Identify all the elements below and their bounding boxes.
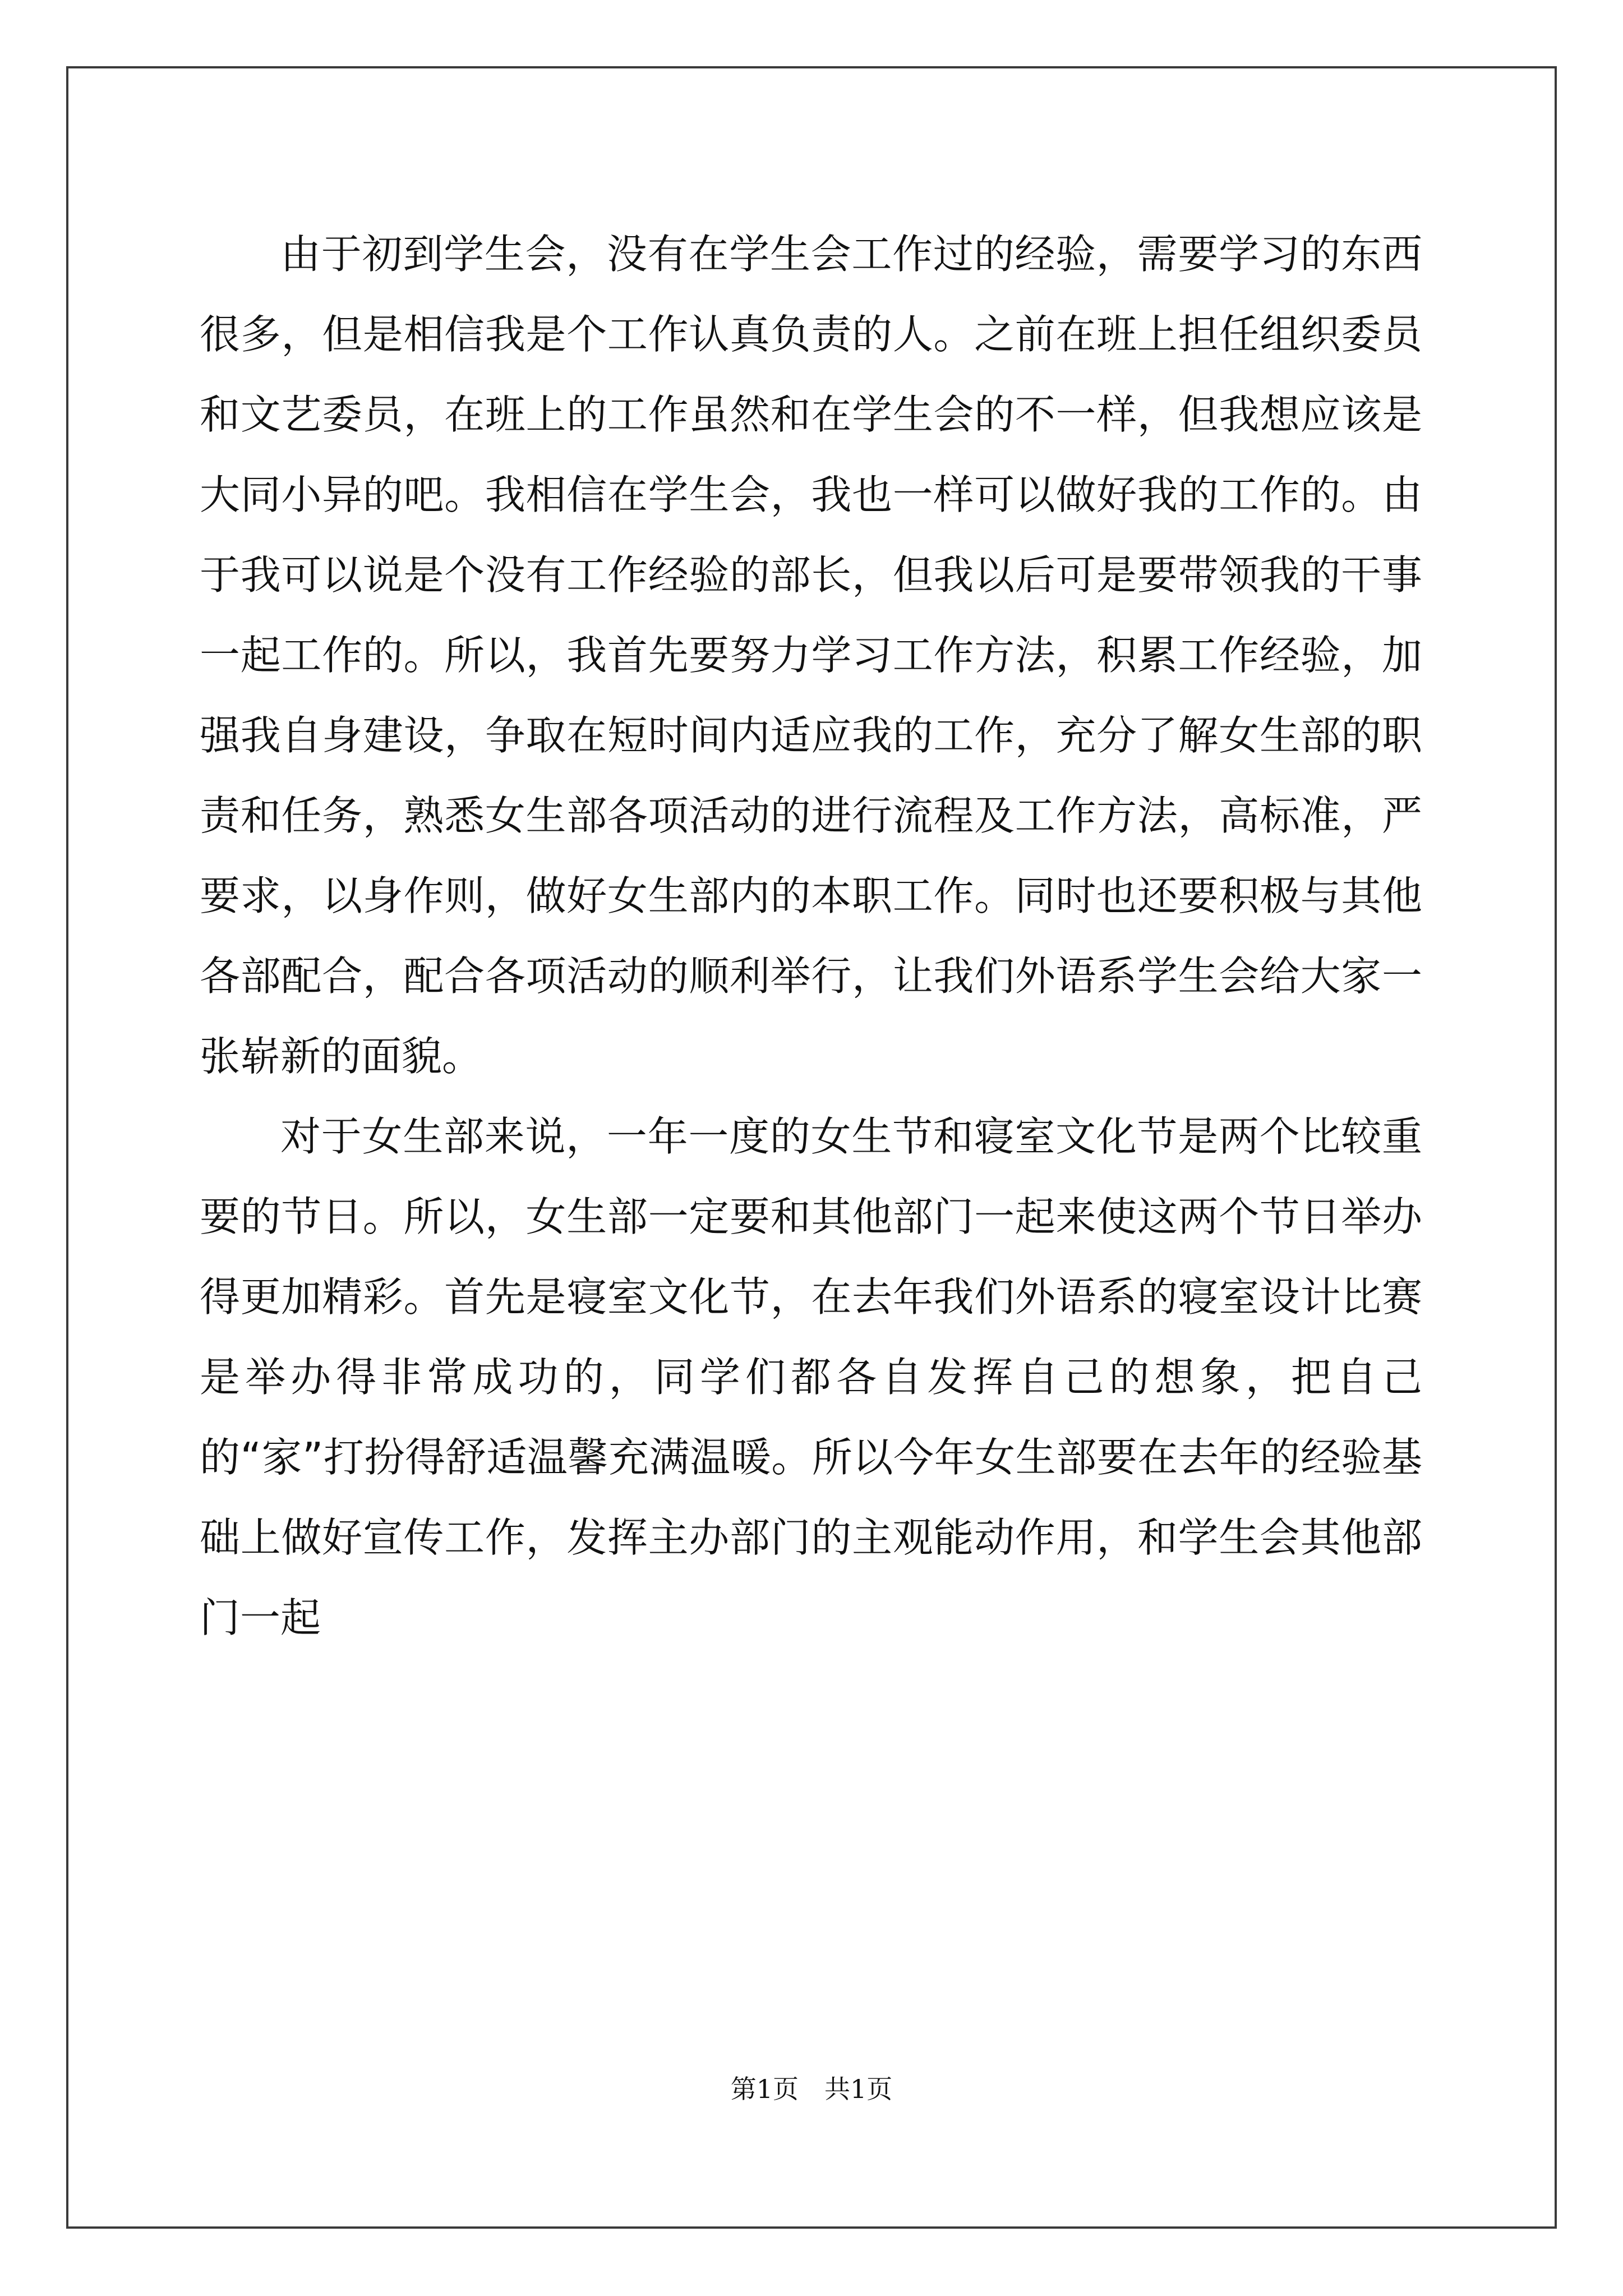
page-footer: [0, 2069, 1623, 2106]
page-total: 共1页: [824, 2074, 893, 2104]
paragraph: 由于初到学生会，没有在学生会工作过的经验，需要学习的东西很多，但是相信我是个工作认真负责的人。之前在班上担任组织委员和文艺委员，在班上的工作虽然和在学生会的不一样，但我想应该是大同小异的吧。我相信在学生会，我也一样可以做好我的工作的。由于我可以说是个没有工作经验的部长，但我以后可是要带领我的干事一起工作的。所以，我首先要努力学习工作方法，积累工作经验，加强我自身建设，争取在短时间内适应我的工作，充分了解女生部的职责和任务，熟悉女生部各项活动的进行流程及工作方法，高标准，严要求，以身作则，做好女生部内的本职工作。同时也还要积极与其他各部配合，配合各项活动的顺利举行，让我们外语系学生会给大家一张崭新的面貌。: [200, 231, 1422, 1080]
page-number: 第1页: [730, 2074, 799, 2104]
document-body: [200, 214, 1422, 1658]
paragraph: 对于女生部来说，一年一度的女生节和寝室文化节是两个比较重要的节日。所以，女生部一定要和其他部门一起来使这两个节日举办得更加精彩。首先是寝室文化节，在去年我们外语系的寝室设计比赛是举办得非常成功的，同学们都各自发挥自己的想象，把自己的“家”打扮得舒适温馨充满温暖。所以今年女生部要在去年的经验基础上做好宣传工作，发挥主办部门的主观能动作用，和学生会其他部门一起: [200, 1113, 1422, 1641]
